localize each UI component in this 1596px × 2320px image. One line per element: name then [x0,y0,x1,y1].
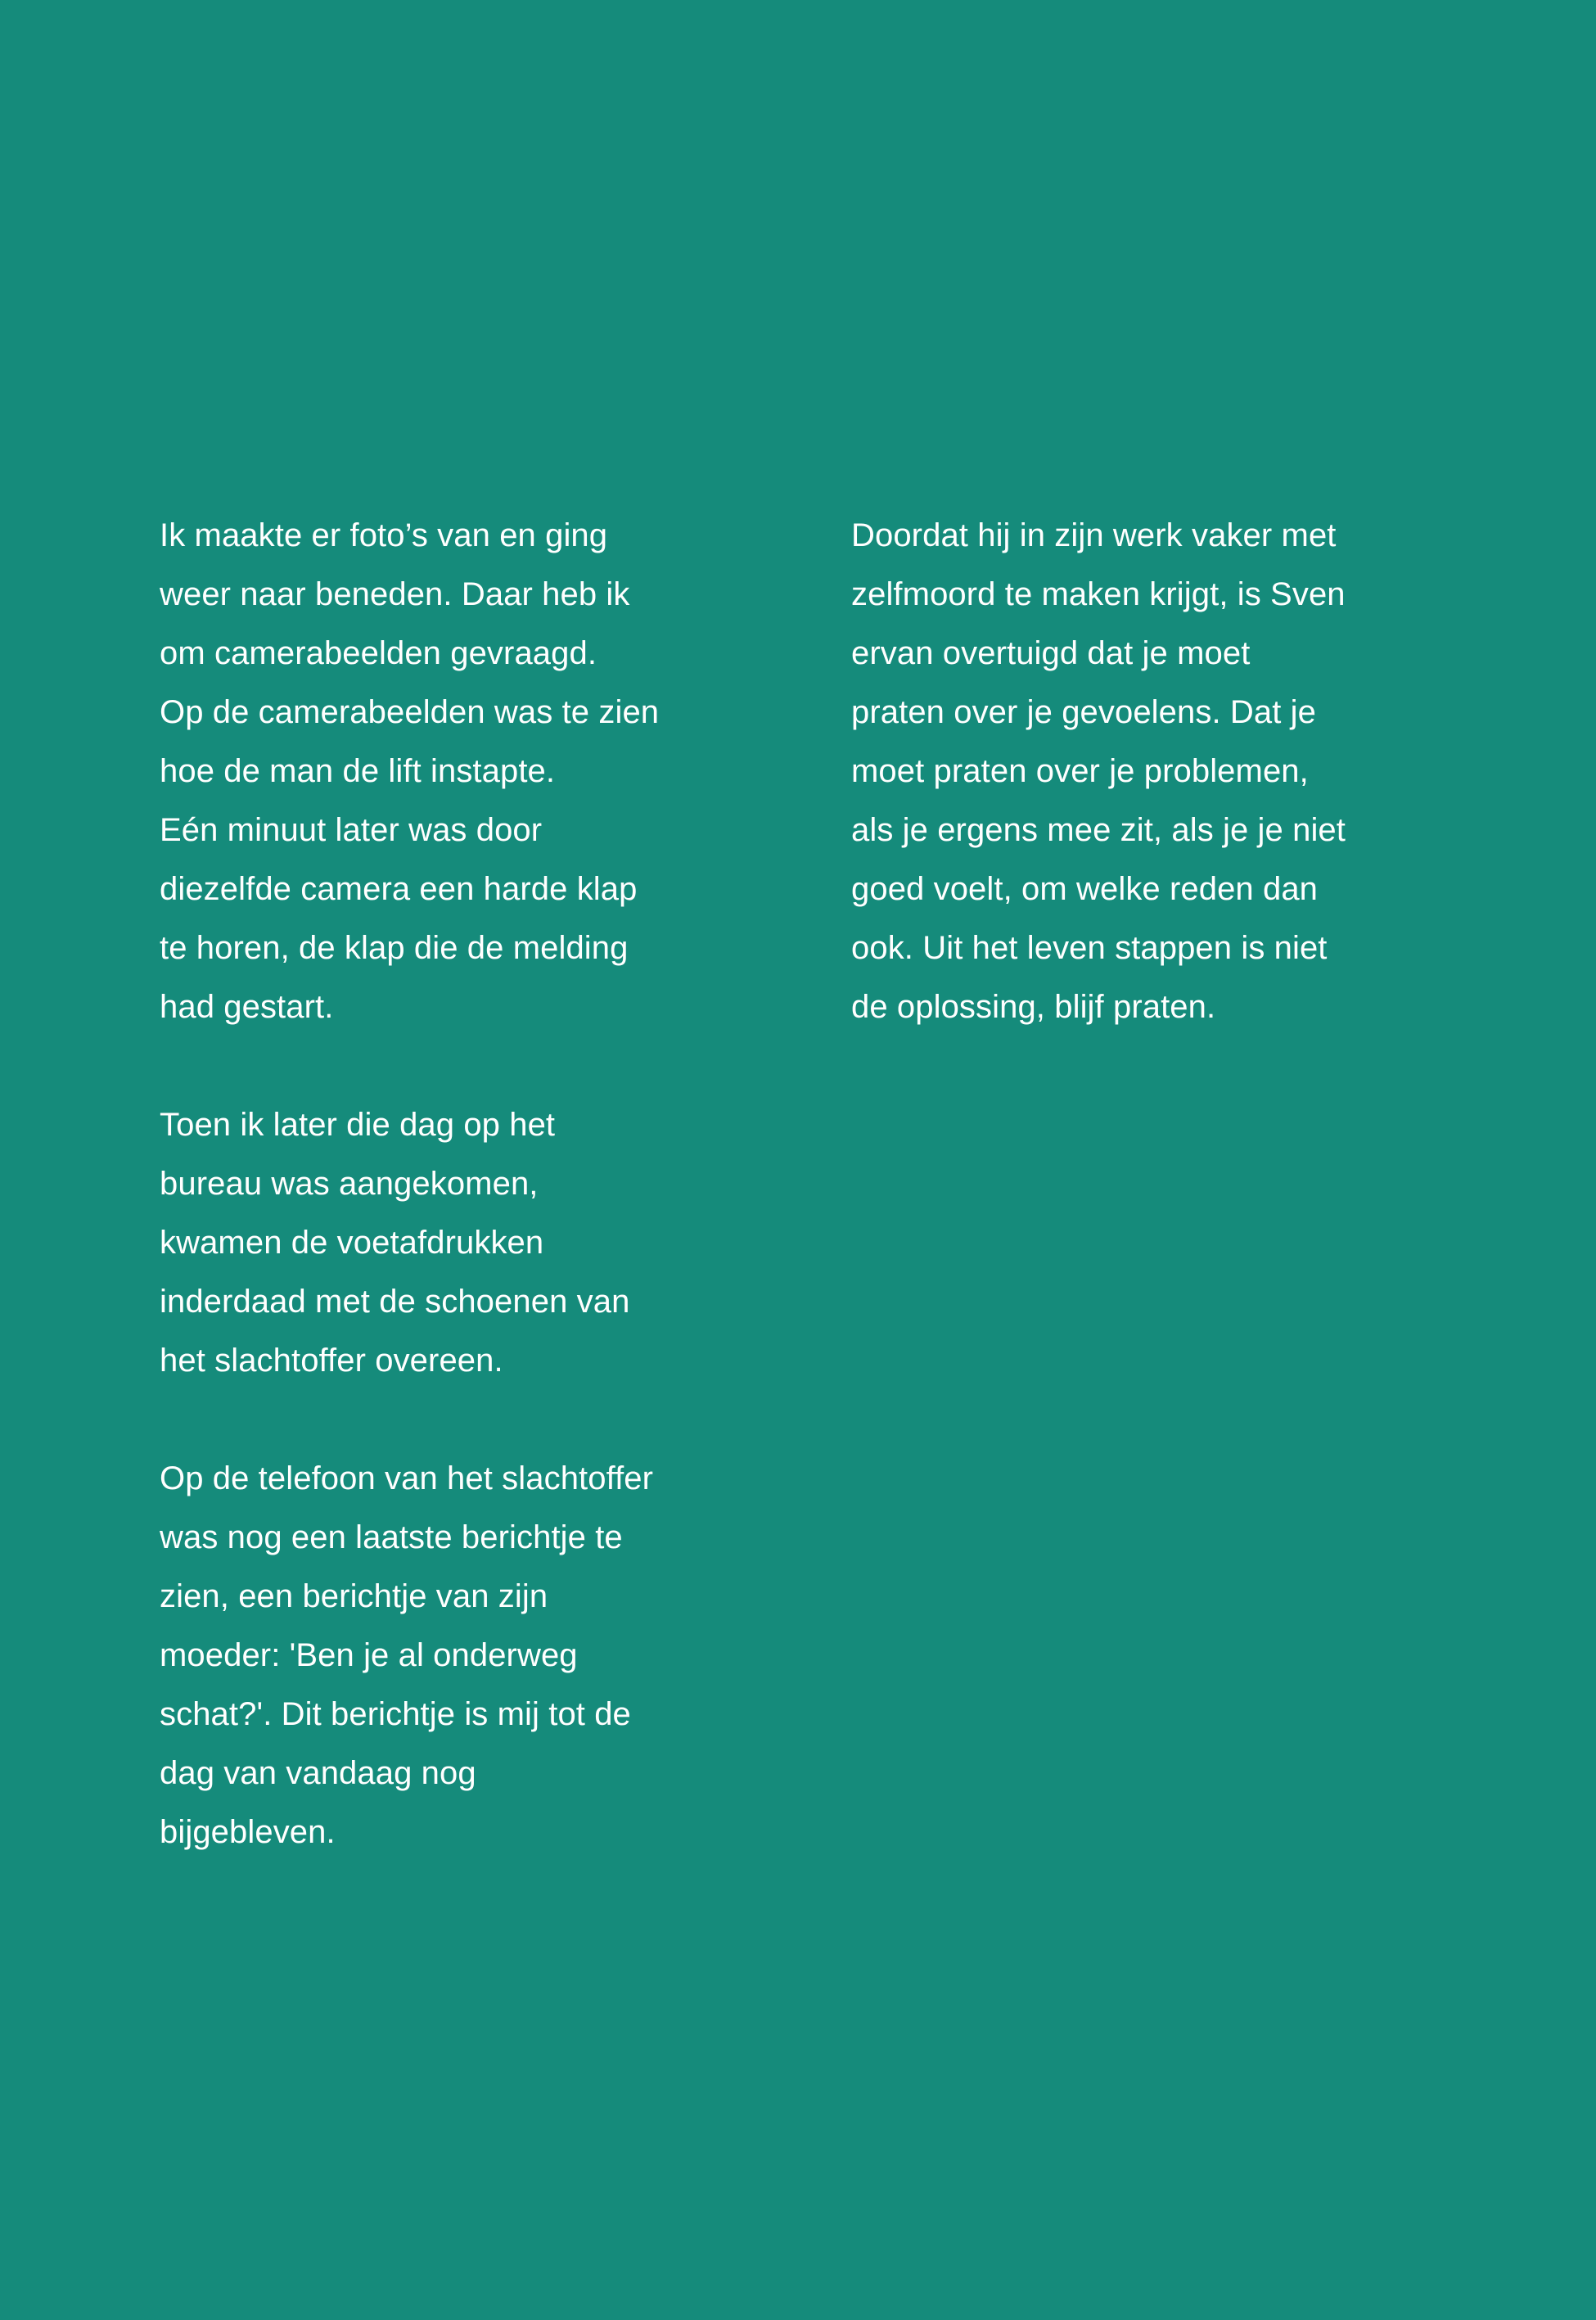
left-paragraph-1: Ik maakte er foto’s van en ging weer naar beneden. Daar heb ik om camerabeelden gevraagd. Op de camerabeelden was te zien hoe de man de lift instapte. Eén minuut later was door diezelfde camera een harde klap te horen, de klap die de melding had gestart. [160,517,660,1025]
left-paragraph-2: Toen ik later die dag op het bureau was aangekomen, kwamen de voetafdrukken inderdaad met de schoenen van het slachtoffer overeen. [160,1107,630,1379]
left-text-column [160,506,782,1862]
right-text-column [851,506,1481,1036]
left-paragraph-3: Op de telefoon van het slachtoffer was nog een laatste berichtje te zien, een berichtje van zijn moeder: 'Ben je al onderweg schat?'. Dit berichtje is mij tot de dag van vandaag nog bijgebleven. [160,1460,654,1850]
right-paragraph-1: Doordat hij in zijn werk vaker met zelfmoord te maken krijgt, is Sven ervan overtuigd dat je moet praten over je gevoelens. Dat je moet praten over je problemen, als je ergens mee zit, als je je niet goed voelt, om welke reden dan ook. Uit het leven stappen is niet de oplossing, blijf praten. [851,517,1346,1025]
